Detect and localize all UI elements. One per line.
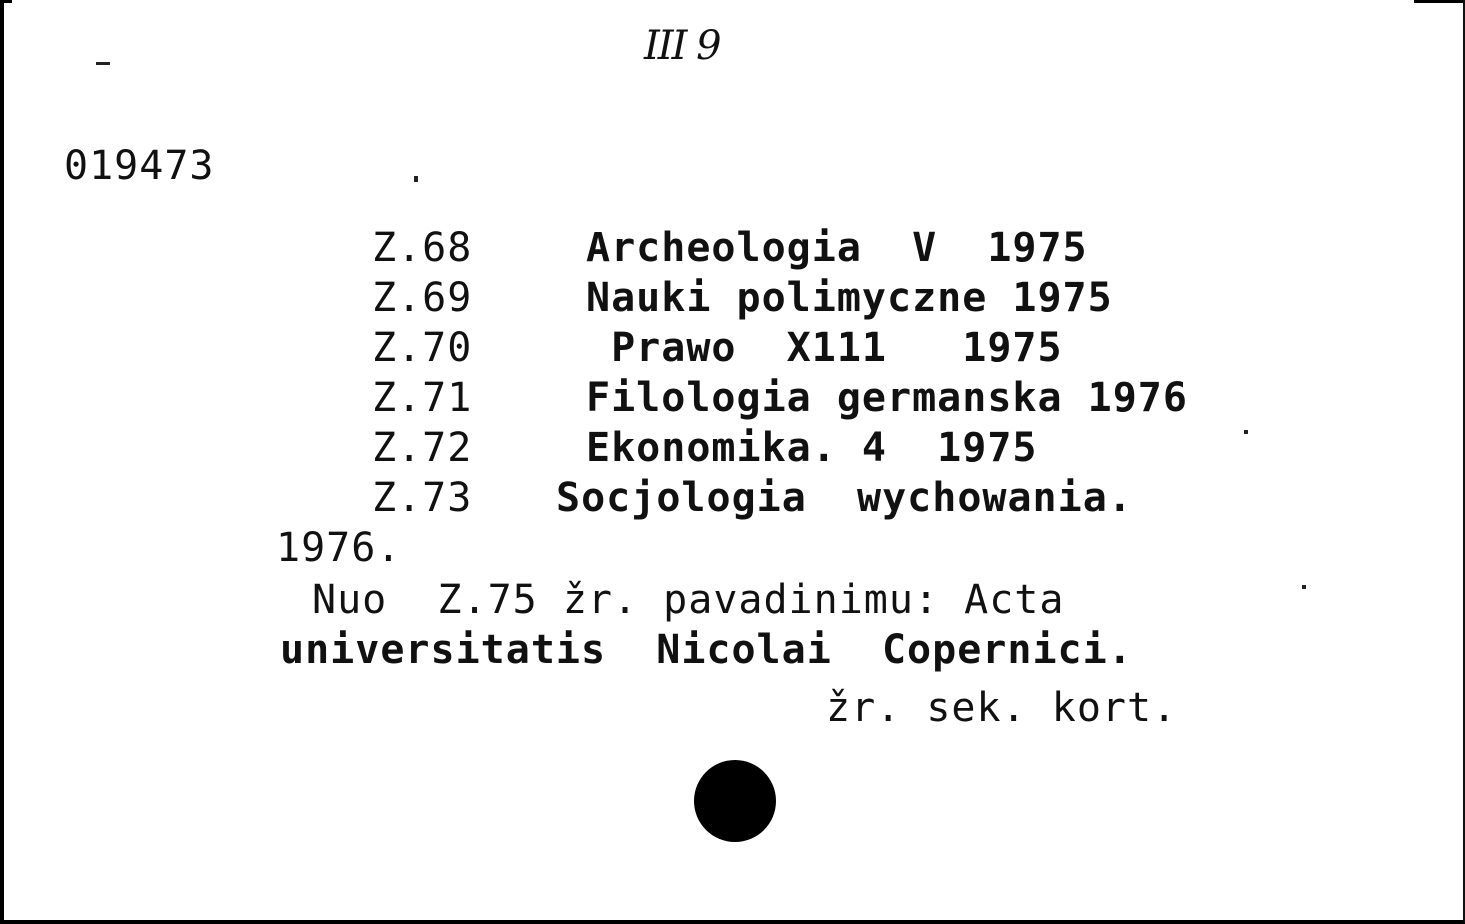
entry-code: Z.71: [372, 375, 473, 421]
shelf-mark: III 9: [644, 23, 720, 69]
ink-speck: [1302, 585, 1306, 589]
note-line: Nuo Z.75 žr. pavadinimu: Acta: [312, 577, 1065, 623]
continuation-year: 1976.: [276, 525, 402, 571]
entry-title: Nauki polimyczne 1975: [586, 275, 1113, 321]
entry-title: Filologia germanska 1976: [586, 375, 1188, 421]
entry-title: Ekonomika. 4 1975: [586, 425, 1038, 471]
top-edge-mark-left: [4, 0, 12, 3]
entry-code: Z.69: [372, 275, 473, 321]
accession-number: 019473: [64, 143, 215, 189]
punch-hole: [694, 760, 776, 842]
entry-code: Z.70: [372, 325, 473, 371]
footer-note: žr. sek. kort.: [826, 685, 1178, 731]
entry-code: Z.68: [372, 225, 473, 271]
top-edge-mark-right: [1414, 0, 1465, 3]
entry-code: Z.73: [372, 475, 473, 521]
entry-title: Archeologia V 1975: [586, 225, 1088, 271]
entry-title: Socjologia wychowania.: [556, 475, 1133, 521]
entry-code: Z.72: [372, 425, 473, 471]
ink-speck: [96, 62, 110, 65]
note-line: universitatis Nicolai Copernici.: [280, 627, 1133, 673]
entry-title: Prawo X111 1975: [586, 325, 1063, 371]
ink-speck: [1244, 430, 1248, 434]
ink-speck: [414, 176, 418, 182]
